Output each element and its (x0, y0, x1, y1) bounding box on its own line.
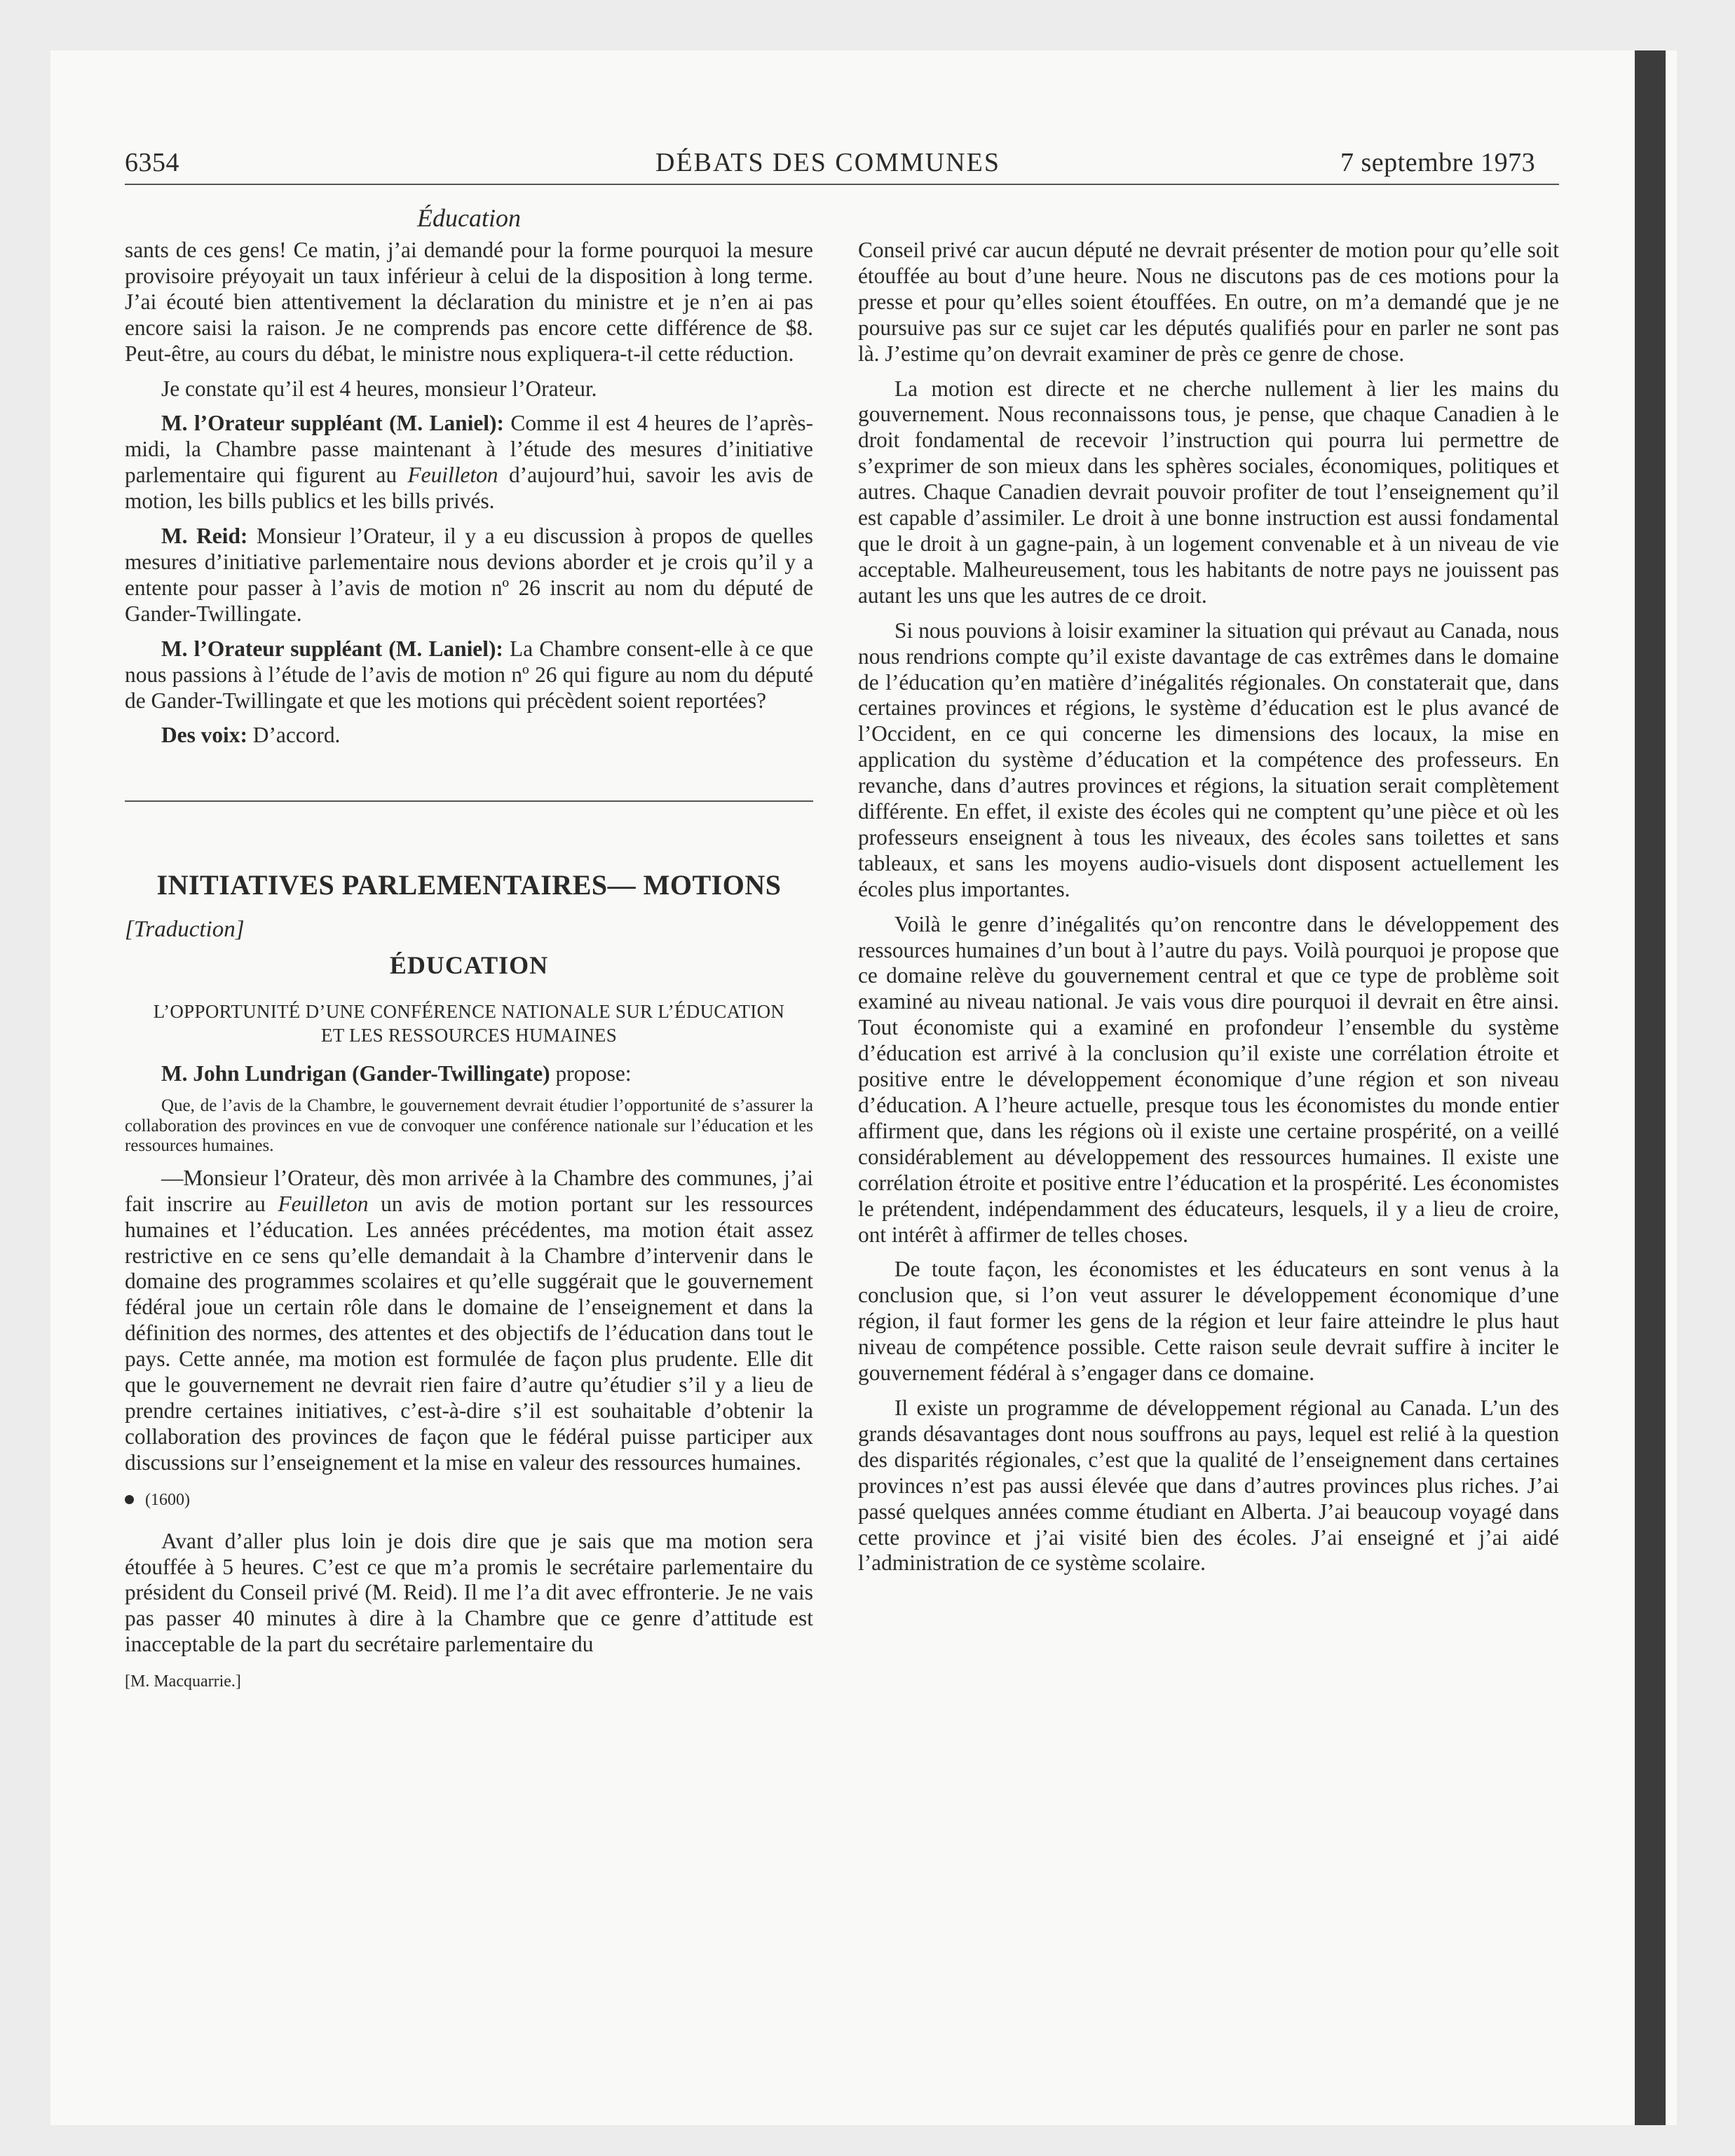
speaker-name: Des voix: (161, 723, 247, 748)
section-label: Éducation (417, 204, 521, 232)
paragraph: Si nous pouvions à loisir examiner la situation qui prévaut au Canada, nous nous rendrions compte qu’il existe davantage de cas extrêmes dans le domaine de l’éducation qu’en matière d’inégalités régionales. On constaterait que, dans certaines provinces et régions, le système d’éducation est le plus avancé de l’Occident, en ce qui concerne les dimensions des locaux, la mise en application du système d’éducation et la compétence des professeurs. En revanche, dans d’autres provinces et régions, la situation serait complètement différente. En effet, il existe des écoles qui ne comptent qu’une pièce et où les professeurs enseignent à tous les niveaux, des écoles sans toilettes et sans tableaux, et sans les moyens audio-visuels dont disposent actuellement les écoles plus importantes. (858, 618, 1559, 901)
speaker-name: M. l’Orateur suppléant (M. Laniel): (161, 411, 504, 436)
paragraph: Il existe un programme de développement régional au Canada. L’un des grands désavantages dont nous souffrons au pays, lequel est relié à la question des disparités régionales, c’est que la qualité de l’enseignement dans certaines provinces n’est pas aussi élevée que dans d’autres provinces plus riches. J’ai passé quelques années comme étudiant en Alberta. J’ai beaucoup voyagé dans cette province et j’ai visité bien des écoles. J’ai enseigné et j’ai aidé l’administration de ce système scolaire. (858, 1395, 1559, 1576)
feuilleton-title: Feuilleton (278, 1191, 369, 1216)
motion-text: Que, de l’avis de la Chambre, le gouvernement devrait étudier l’opportunité de s’assurer la collaboration des provinces en vue de convoquer une conférence nationale sur l’éducation et les ressources humaines. (125, 1096, 813, 1156)
feuilleton-title: Feuilleton (407, 463, 498, 488)
right-column (858, 238, 1559, 1585)
paragraph: sants de ces gens! Ce matin, j’ai demandé pour la forme pourquoi la mesure provisoire préyoyait un taux inférieur à celui de la disposition à long terme. J’ai écouté bien attentivement la déclaration du ministre et je n’en ai pas encore saisi la raison. Je ne comprends pas encore cette différence de $8. Peut-être, au cours du débat, le ministre nous expliquera-t-il cette réduction. (125, 238, 813, 366)
paragraph: La motion est directe et ne cherche nullement à lier les mains du gouvernement. Nous reconnaissons tous, je pense, que chaque Canadien à le droit fondamental de recevoir l’instruction qui pourra lui permettre de s’exprimer de son mieux dans les sphères sociales, économiques, politiques et autres. Chaque Canadien devrait pouvoir profiter de tout l’enseignement qu’il est capable d’assimiler. Le droit à une bonne instruction est aussi fondamental que le droit à un gagne-pain, à un logement convenable et à un niveau de vie acceptable. Malheureusement, tous les habitants de notre pays ne jouissent pas autant les uns que les autres de ce droit. (858, 376, 1559, 608)
paragraph: Des voix: D’accord. (161, 723, 341, 748)
page-date: 7 septembre 1973 (1340, 148, 1536, 177)
header-rule (125, 184, 1559, 185)
motion-title: L’OPPORTUNITÉ D’UNE CONFÉRENCE NATIONALE SUR L’ÉDUCATION ET LES RESSOURCES HUMAINES (153, 1001, 785, 1046)
paragraph: M. l’Orateur suppléant (M. Laniel): La Chambre consent-elle à ce que nous passions à l’étude de l’avis de motion nº 26 qui figure au nom du député de Gander-Twillingate et que les motions qui précèdent soient reportées? (125, 636, 813, 713)
paragraph: Conseil privé car aucun député ne devrait présenter de motion pour qu’elle soit étouffée au bout d’une heure. Nous ne discutons pas de ces motions pour la presse et pour qu’elles soient étouffées. En outre, on m’a demandé que je ne poursuive pas sur ce sujet car les députés qualifiés pour en parler ne sont pas là. J’estime qu’on devrait examiner de près ce genre de chose. (858, 238, 1559, 366)
paragraph: M. l’Orateur suppléant (M. Laniel): Comme il est 4 heures de l’après-midi, la Chambre passe maintenant à l’étude des mesures d’initiative parlementaire qui figurent au Feuilleton d’aujourd’hui, savoir les avis de motion, les bills publics et les bills privés. (125, 411, 814, 514)
bullet-icon (125, 1495, 134, 1504)
page-number: 6354 (125, 148, 179, 177)
paragraph: De toute façon, les économistes et les éducateurs en sont venus à la conclusion que, si l’on veut assurer le développement économique d’une région, il faut former les gens de la région et leur faire atteindre le plus haut niveau de compétence possible. Cette raison seule devrait suffire à inciter le gouvernement fédéral à s’engager dans ce domaine. (858, 1257, 1559, 1386)
speaker-name: M. l’Orateur suppléant (M. Laniel): (161, 636, 503, 661)
left-column (125, 238, 813, 1695)
speaker-name: M. John Lundrigan (Gander-Twillingate) (161, 1061, 550, 1086)
paragraph: Je constate qu’il est 4 heures, monsieur l’Orateur. (161, 376, 597, 401)
timestamp: (1600) (125, 1487, 813, 1513)
section-heading: INITIATIVES PARLEMENTAIRES— MOTIONS (156, 869, 782, 901)
page-edge-shadow (1635, 50, 1666, 2125)
journal-title: DÉBATS DES COMMUNES (655, 148, 1000, 177)
section-divider (125, 800, 813, 802)
speaker-footer: [M. Macquarrie.] (125, 1672, 241, 1691)
paragraph: M. Reid: Monsieur l’Orateur, il y a eu discussion à propos de quelles mesures d’initiative parlementaire nous devions aborder et je crois qu’il y a entente pour passer à l’avis de motion nº 26 inscrit au nom du député de Gander-Twillingate. (125, 524, 813, 626)
subheading: ÉDUCATION (389, 951, 549, 980)
speaker-name: M. Reid: (161, 524, 248, 549)
paragraph: —Monsieur l’Orateur, dès mon arrivée à la Chambre des communes, j’ai fait inscrire au Feuilleton un avis de motion portant sur les ressources humaines et l’éducation. Les années précédentes, ma motion était assez restrictive en ce sens qu’elle demandait à la Chambre d’intervenir dans le domaine des programmes scolaires et qu’elle suggérait que le gouvernement fédéral joue un certain rôle dans le domaine de l’enseignement et dans la définition des normes, des attentes et des objectifs de l’éducation dans tout le pays. Cette année, ma motion est formulée de façon plus prudente. Elle dit que le gouvernement ne devrait rien faire d’autre qu’étudier s’il y a lieu de prendre certaines initiatives, c’est-à-dire s’il est souhaitable d’obtenir la collaboration des provinces de façon que le fédéral puisse participer aux discussions sur l’enseignement et la mise en valeur des ressources humaines. (125, 1165, 813, 1475)
paragraph: Voilà le genre d’inégalités qu’on rencontre dans le développement des ressources humaines d’un bout à l’autre du pays. Voilà pourquoi je propose que ce domaine relève du gouvernement central et que ce type de problème soit examiné au niveau national. Je vais vous dire pourquoi il devrait en être ainsi. Tout économiste qui a examiné en profondeur l’ensemble du système d’éducation est arrivé à la conclusion qu’il existe une corrélation étroite et positive entre le développement économique d’une région et son niveau d’éducation. A l’heure actuelle, presque tous les économistes du monde entier affirment que, dans les régions où il existe une certaine prospérité, on a veillé considérablement au développement des ressources humaines. Il existe une corrélation étroite et positive entre l’éducation et la prospérité. Les économistes le prétendent, indépendamment des éducateurs, lesquels, il y a lieu de croire, ont intérêt à affirmer de telles choses. (858, 911, 1559, 1247)
paragraph: Avant d’aller plus loin je dois dire que je sais que ma motion sera étouffée à 5 heures. C’est ce que m’a promis le secrétaire parlementaire du président du Conseil privé (M. Reid). Il me l’a dit avec effronterie. Je ne vais pas passer 40 minutes à dire à la Chambre que ce genre d’attitude est inacceptable de la part du secrétaire parlementaire du (125, 1528, 813, 1657)
paragraph: M. John Lundrigan (Gander-Twillingate) propose: (161, 1061, 632, 1086)
translation-label: [Traduction] (125, 917, 245, 943)
